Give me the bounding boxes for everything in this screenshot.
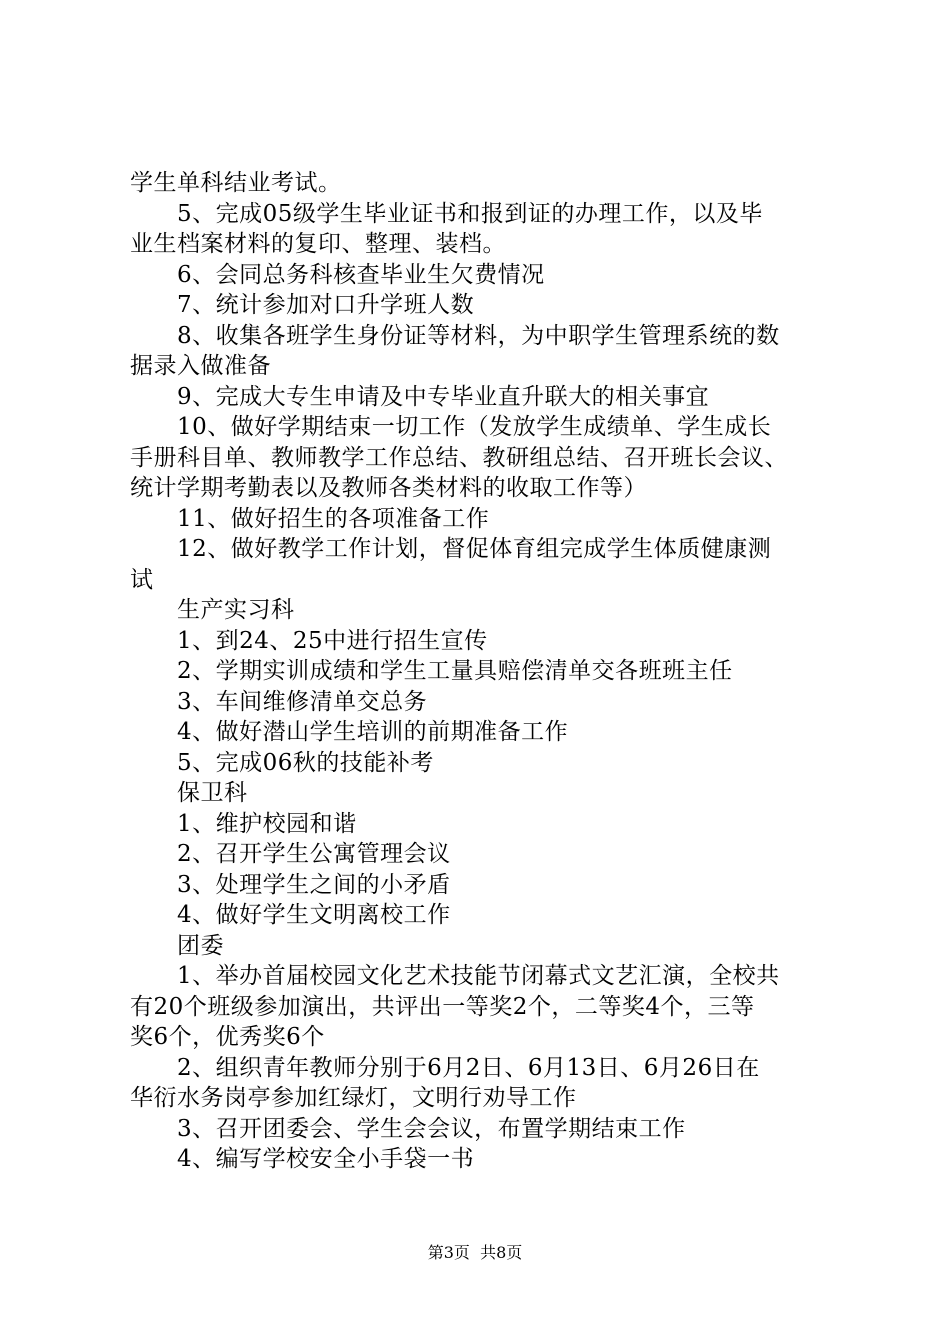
text-line: 2、组织青年教师分别于6月2日、6月13日、6月26日在 <box>177 1054 760 1081</box>
text-line: 1、维护校园和谐 <box>177 810 357 837</box>
text-line: 2、召开学生公寓管理会议 <box>177 841 451 867</box>
text-line: 3、处理学生之间的小矛盾 <box>177 871 451 898</box>
text-line: 3、召开团委会、学生会会议，布置学期结束工作 <box>177 1115 686 1142</box>
text-line: 8、收集各班学生身份证等材料，为中职学生管理系统的数 <box>177 322 780 349</box>
section-heading: 生产实习科 <box>177 597 295 623</box>
text-line: 7、统计参加对口升学班人数 <box>177 292 475 318</box>
text-line: 11、做好招生的各项准备工作 <box>177 505 490 532</box>
text-line: 据录入做准备 <box>130 353 271 379</box>
text-line: 5、完成05级学生毕业证书和报到证的办理工作，以及毕 <box>177 200 763 227</box>
text-line: 5、完成06秋的技能补考 <box>177 749 434 776</box>
text-line: 10、做好学期结束一切工作（发放学生成绩单、学生成长 <box>177 414 772 440</box>
section-heading: 团委 <box>177 932 224 959</box>
text-line: 业生档案材料的复印、整理、装档。 <box>130 231 506 257</box>
text-line: 学生单科结业考试。 <box>130 170 342 196</box>
section-heading: 保卫科 <box>177 780 248 806</box>
text-line: 1、举办首届校园文化艺术技能节闭幕式文艺汇演，全校共 <box>177 963 780 989</box>
text-line: 4、做好潜山学生培训的前期准备工作 <box>177 719 569 745</box>
text-line: 华衍水务岗亭参加红绿灯，文明行劝导工作 <box>130 1085 577 1111</box>
text-line: 9、完成大专生申请及中专毕业直升联大的相关事宜 <box>177 383 710 410</box>
text-line: 4、编写学校安全小手袋一书 <box>177 1146 475 1172</box>
text-line: 3、车间维修清单交总务 <box>177 688 428 715</box>
text-line: 统计学期考勤表以及教师各类材料的收取工作等） <box>130 475 647 501</box>
text-line: 6、会同总务科核查毕业生欠费情况 <box>177 261 545 288</box>
text-line: 有20个班级参加演出，共评出一等奖2个，二等奖4个，三等 <box>130 993 755 1020</box>
page-footer: 第3页 共8页 <box>427 1243 523 1262</box>
text-line: 奖6个，优秀奖6个 <box>130 1024 325 1050</box>
document-body <box>130 168 842 1175</box>
text-line: 1、到24、25中进行招生宣传 <box>177 627 488 654</box>
text-line: 手册科目单、教师教学工作总结、教研组总结、召开班长会议、 <box>130 444 788 471</box>
text-line: 12、做好教学工作计划，督促体育组完成学生体质健康测 <box>177 536 772 562</box>
text-line: 试 <box>130 566 154 593</box>
text-line: 2、学期实训成绩和学生工量具赔偿清单交各班班主任 <box>177 658 733 684</box>
text-line: 4、做好学生文明离校工作 <box>177 902 451 928</box>
